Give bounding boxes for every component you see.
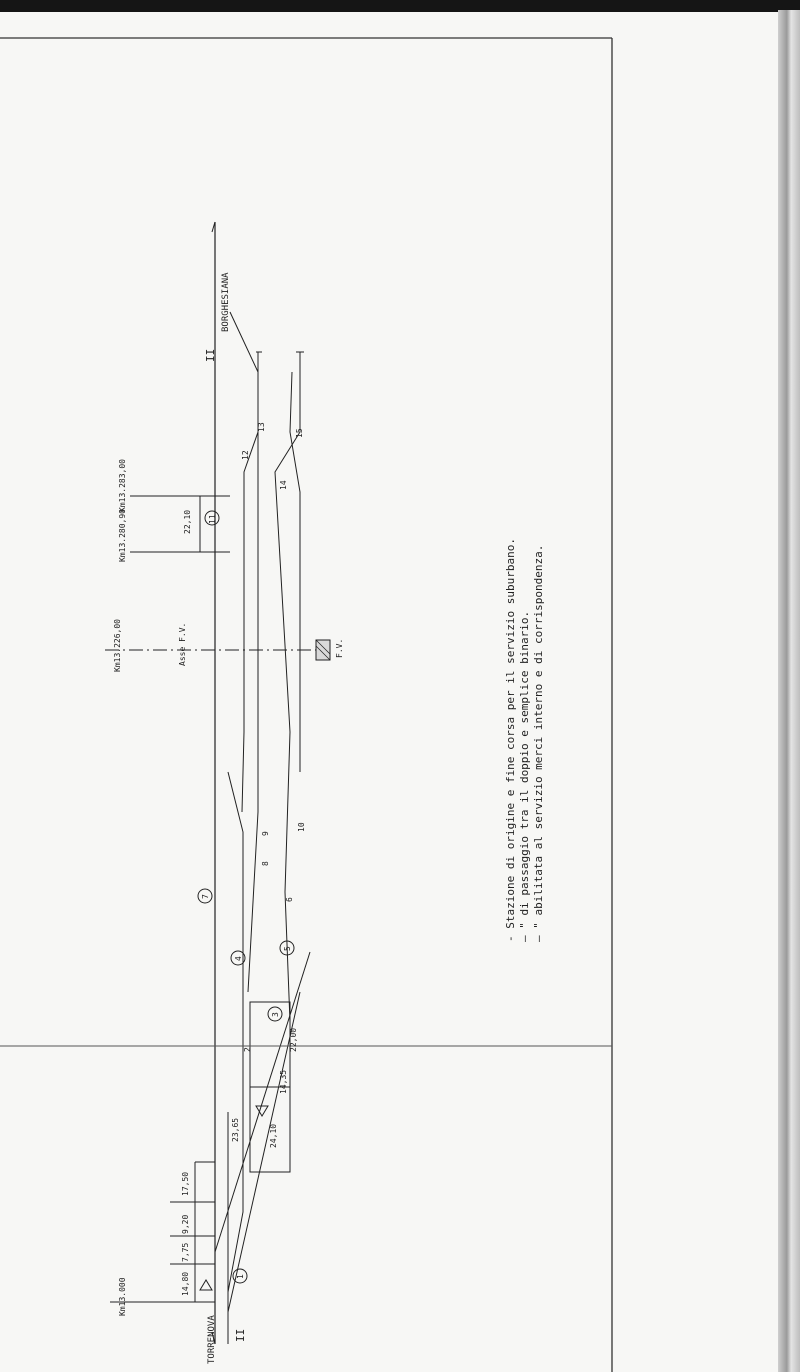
dim-8: 22,00: [289, 1027, 298, 1052]
km-axis-fv: Km13.226,00: [113, 619, 122, 672]
track-number-9: 9: [261, 831, 270, 836]
dim-3: 9,20: [181, 1214, 190, 1234]
triangle-marker-left: [200, 1280, 212, 1290]
station-right: BORGHESIANA: [221, 272, 231, 332]
dim-5: 23,65: [231, 1117, 240, 1142]
switch-number-7: 7: [201, 894, 210, 899]
track-number-10: 10: [297, 822, 306, 832]
fv-building: [316, 640, 330, 660]
axis-fv-label: Asse F.V.: [178, 622, 187, 666]
triangle-marker-mid: [256, 1106, 268, 1116]
track-number-2: 2: [243, 1047, 252, 1052]
legend-line-3: – " abilitata al servizio merci interno e di corrispondenza.: [532, 544, 545, 942]
crossover-2: [215, 952, 310, 1252]
dim-6: 24,10: [269, 1123, 278, 1148]
switch-number-3: 3: [271, 1012, 280, 1017]
track-number-15: 15: [295, 428, 304, 438]
legend-line-2: – " di passaggio tra il doppio e semplice binario.: [518, 610, 531, 942]
km-signal-a: Km13.280,90: [118, 509, 127, 562]
track-number-6: 6: [285, 897, 294, 902]
track-number-8: 8: [261, 861, 270, 866]
switch-number-5: 5: [283, 946, 292, 951]
dim-4: 17,50: [181, 1171, 190, 1196]
switch-number-4: 4: [234, 956, 243, 961]
signal-roman-left: II: [234, 1328, 247, 1342]
fv-building-label: F.V.: [335, 638, 344, 658]
dim-7: 14,35: [279, 1069, 288, 1094]
dim-2: 7,75: [181, 1242, 190, 1262]
switch-number-1: 1: [236, 1274, 245, 1279]
legend-line-1: - Stazione di origine e fine corsa per il servizio suburbano.: [504, 538, 517, 942]
track-number-14: 14: [279, 480, 288, 490]
km-start: Km13.000: [118, 1277, 127, 1316]
dim-9: 22,10: [183, 509, 192, 534]
dim-1: 14,80: [181, 1271, 190, 1296]
station-left: TORRENOVA: [207, 1315, 217, 1364]
track-2: [228, 772, 243, 1292]
track-10: [275, 352, 300, 1022]
signal-roman-right: II: [204, 348, 217, 362]
track-number-13: 13: [257, 422, 266, 432]
km-signal-b: Km13.283,00: [118, 459, 127, 512]
track-12-13: [242, 352, 258, 812]
switch-number-11: 11: [208, 514, 217, 524]
track-number-12: 12: [241, 450, 250, 460]
